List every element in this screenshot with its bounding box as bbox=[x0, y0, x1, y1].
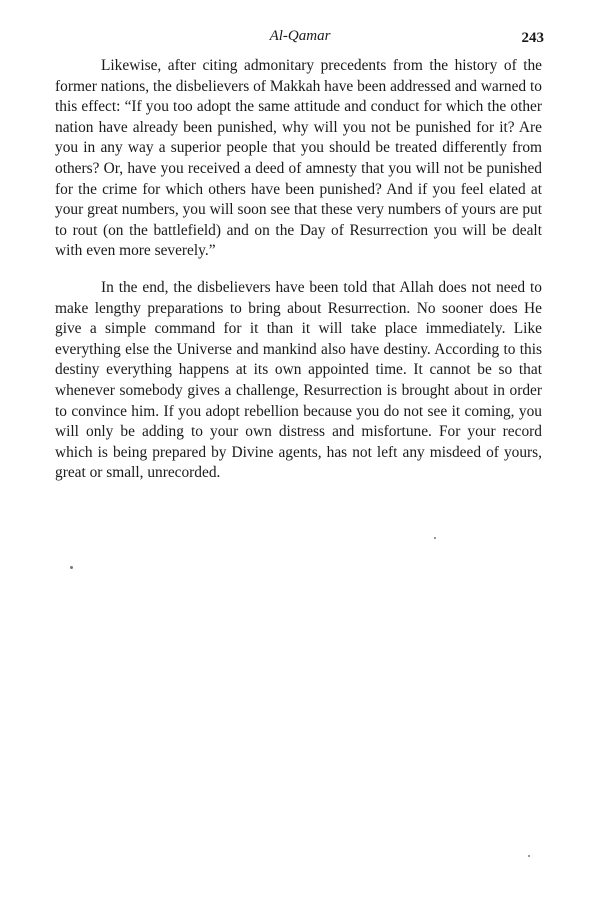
body-text bbox=[55, 56, 542, 500]
page-number: 243 bbox=[521, 30, 544, 46]
scan-speck bbox=[528, 855, 530, 857]
scan-speck bbox=[434, 537, 436, 539]
scan-speck bbox=[70, 566, 73, 569]
running-head: Al-Qamar bbox=[269, 28, 331, 44]
paragraph-2: In the end, the disbelievers have been told that Allah does not need to make lengthy preparations to bring about Resurrection. No sooner does He give a simple command for it than it will take place immediately. Like everything else the Universe and mankind also have destiny. According to this destiny everything happens at its own appointed time. It cannot be so that whenever somebody gives a challenge, Resurrection is brought about in order to convince him. If you adopt rebellion because you do not see it coming, you will only be adding to your own distress and misfortune. For your record which is being prepared by Divine agents, has not left any misdeed of yours, great or small, unrecorded. bbox=[55, 278, 542, 482]
paragraph-1: Likewise, after citing admonitary precedents from the history of the former nations, the disbelievers of Makkah have been addressed and warned to this effect: “If you too adopt the same attitude and conduct for which the other nation have already been punished, why will you not be punished for it? Are you in any way a superior people that you should be treated differently from others? Or, have you received a deed of amnesty that you will not be punished for the crime for which others have been punished? And if you feel elated at your great numbers, you will soon see that these very numbers of yours are put to rout (on the battlefield) and on the Day of Resurrection you will be dealt with even more severely.” bbox=[55, 57, 542, 260]
